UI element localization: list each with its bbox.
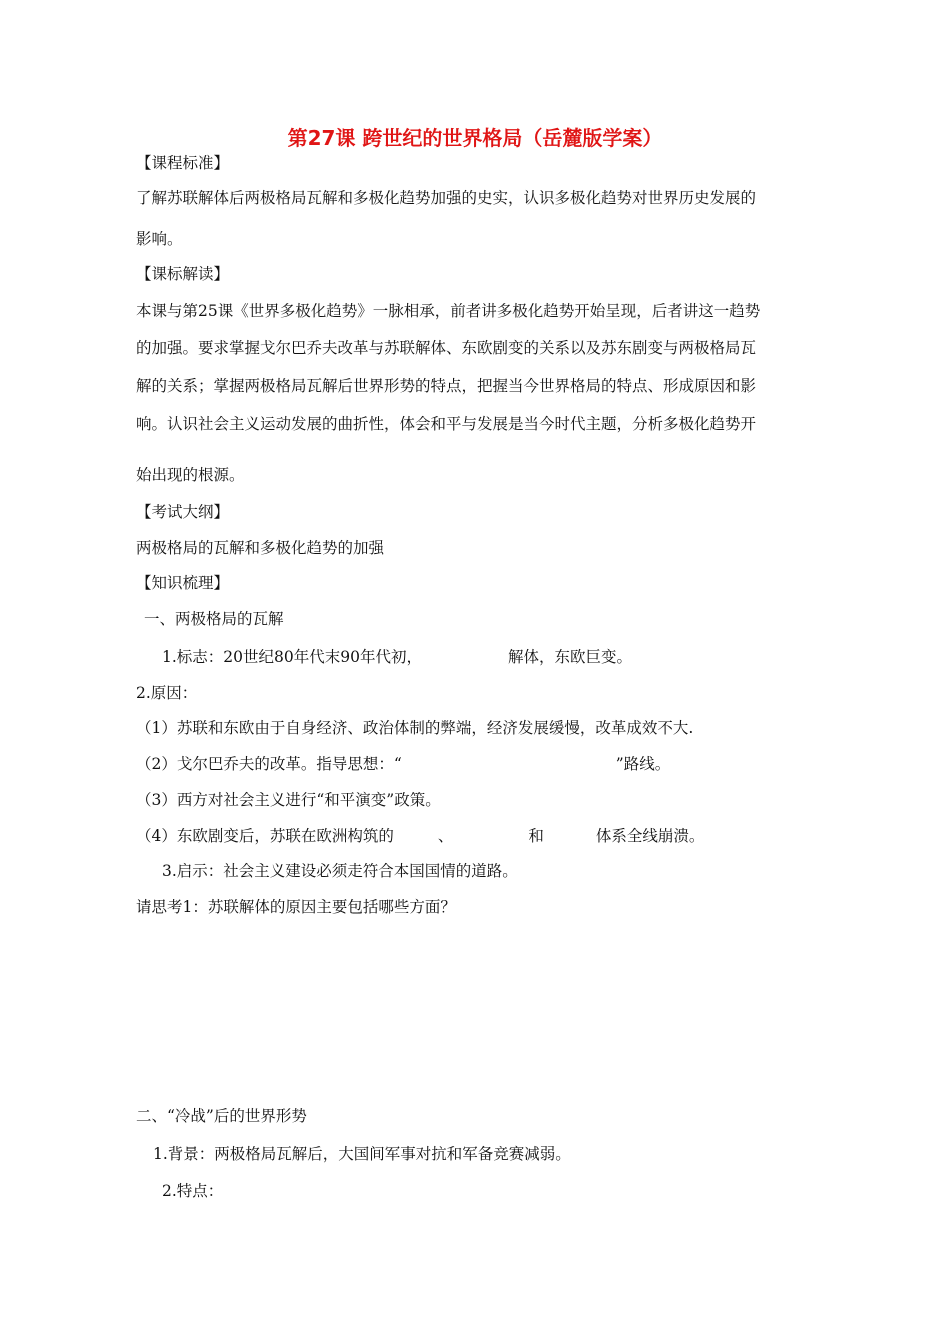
knowledge-heading: 【知识梳理】: [136, 574, 230, 592]
features-heading: 2.特点：: [162, 1182, 224, 1200]
cause-1: （1）苏联和东欧由于自身经济、政治体制的弊端，经济发展缓慢，改革成效不大.: [136, 719, 694, 737]
background-text: 1.背景：两极格局瓦解后，大国间军事对抗和军备竞赛减弱。: [153, 1145, 571, 1163]
part1-heading: 一、两极格局的瓦解: [144, 610, 284, 628]
interpretation-heading: 【课标解读】: [136, 265, 230, 283]
sign-line: [162, 647, 632, 667]
think-question-1: 请思考1：苏联解体的原因主要包括哪些方面？: [136, 898, 456, 916]
cause-heading: 2.原因：: [136, 684, 198, 702]
exam-outline-text: 两极格局的瓦解和多极化趋势的加强: [136, 539, 385, 557]
cause-4: [136, 826, 704, 846]
interpretation-text-1: 本课与第25课《世界多极化趋势》一脉相承，前者讲多极化趋势开始呈现，后者讲这一趋势: [136, 302, 761, 320]
course-standard-heading: 【课程标准】: [136, 154, 230, 172]
sign-text-b: 解体，东欧巨变。: [507, 648, 632, 666]
interpretation-text-3: 解的关系；掌握两极格局瓦解后世界形势的特点，把握当今世界格局的特点、形成原因和影: [136, 377, 757, 395]
cause-2: [136, 754, 670, 774]
cause-2-text-a: （2）戈尔巴乔夫的改革。指导思想：“: [136, 755, 402, 773]
cause-4-text-a: （4）东欧剧变后，苏联在欧洲构筑的: [136, 827, 394, 845]
cause-3: （3）西方对社会主义进行“和平演变”政策。: [136, 791, 441, 809]
interpretation-text-4: 响。认识社会主义运动发展的曲折性，体会和平与发展是当今时代主题，分析多极化趋势开: [136, 415, 757, 433]
cause-4-text-b: 、: [437, 827, 454, 845]
course-standard-text-1: 了解苏联解体后两极格局瓦解和多极化趋势加强的史实，认识多极化趋势对世界历史发展的: [136, 189, 757, 207]
interpretation-text-2: 的加强。要求掌握戈尔巴乔夫改革与苏联解体、东欧剧变的关系以及苏东剧变与两极格局瓦: [136, 339, 757, 357]
interpretation-text-5: 始出现的根源。: [136, 466, 245, 484]
cause-4-text-c: 和: [528, 827, 544, 845]
part2-heading: 二、“冷战”后的世界形势: [136, 1107, 307, 1125]
course-standard-text-2: 影响。: [136, 230, 183, 248]
cause-2-text-b: ”路线。: [615, 755, 671, 773]
cause-4-text-d: 体系全线崩溃。: [595, 827, 705, 845]
lesson-text: 3.启示：社会主义建设必须走符合本国国情的道路。: [162, 862, 518, 880]
exam-outline-heading: 【考试大纲】: [136, 503, 230, 521]
sign-text-a: 1.标志：20世纪80年代末90年代初，: [162, 648, 422, 666]
page-title: 第27课 跨世纪的世界格局（岳麓版学案）: [287, 126, 663, 150]
